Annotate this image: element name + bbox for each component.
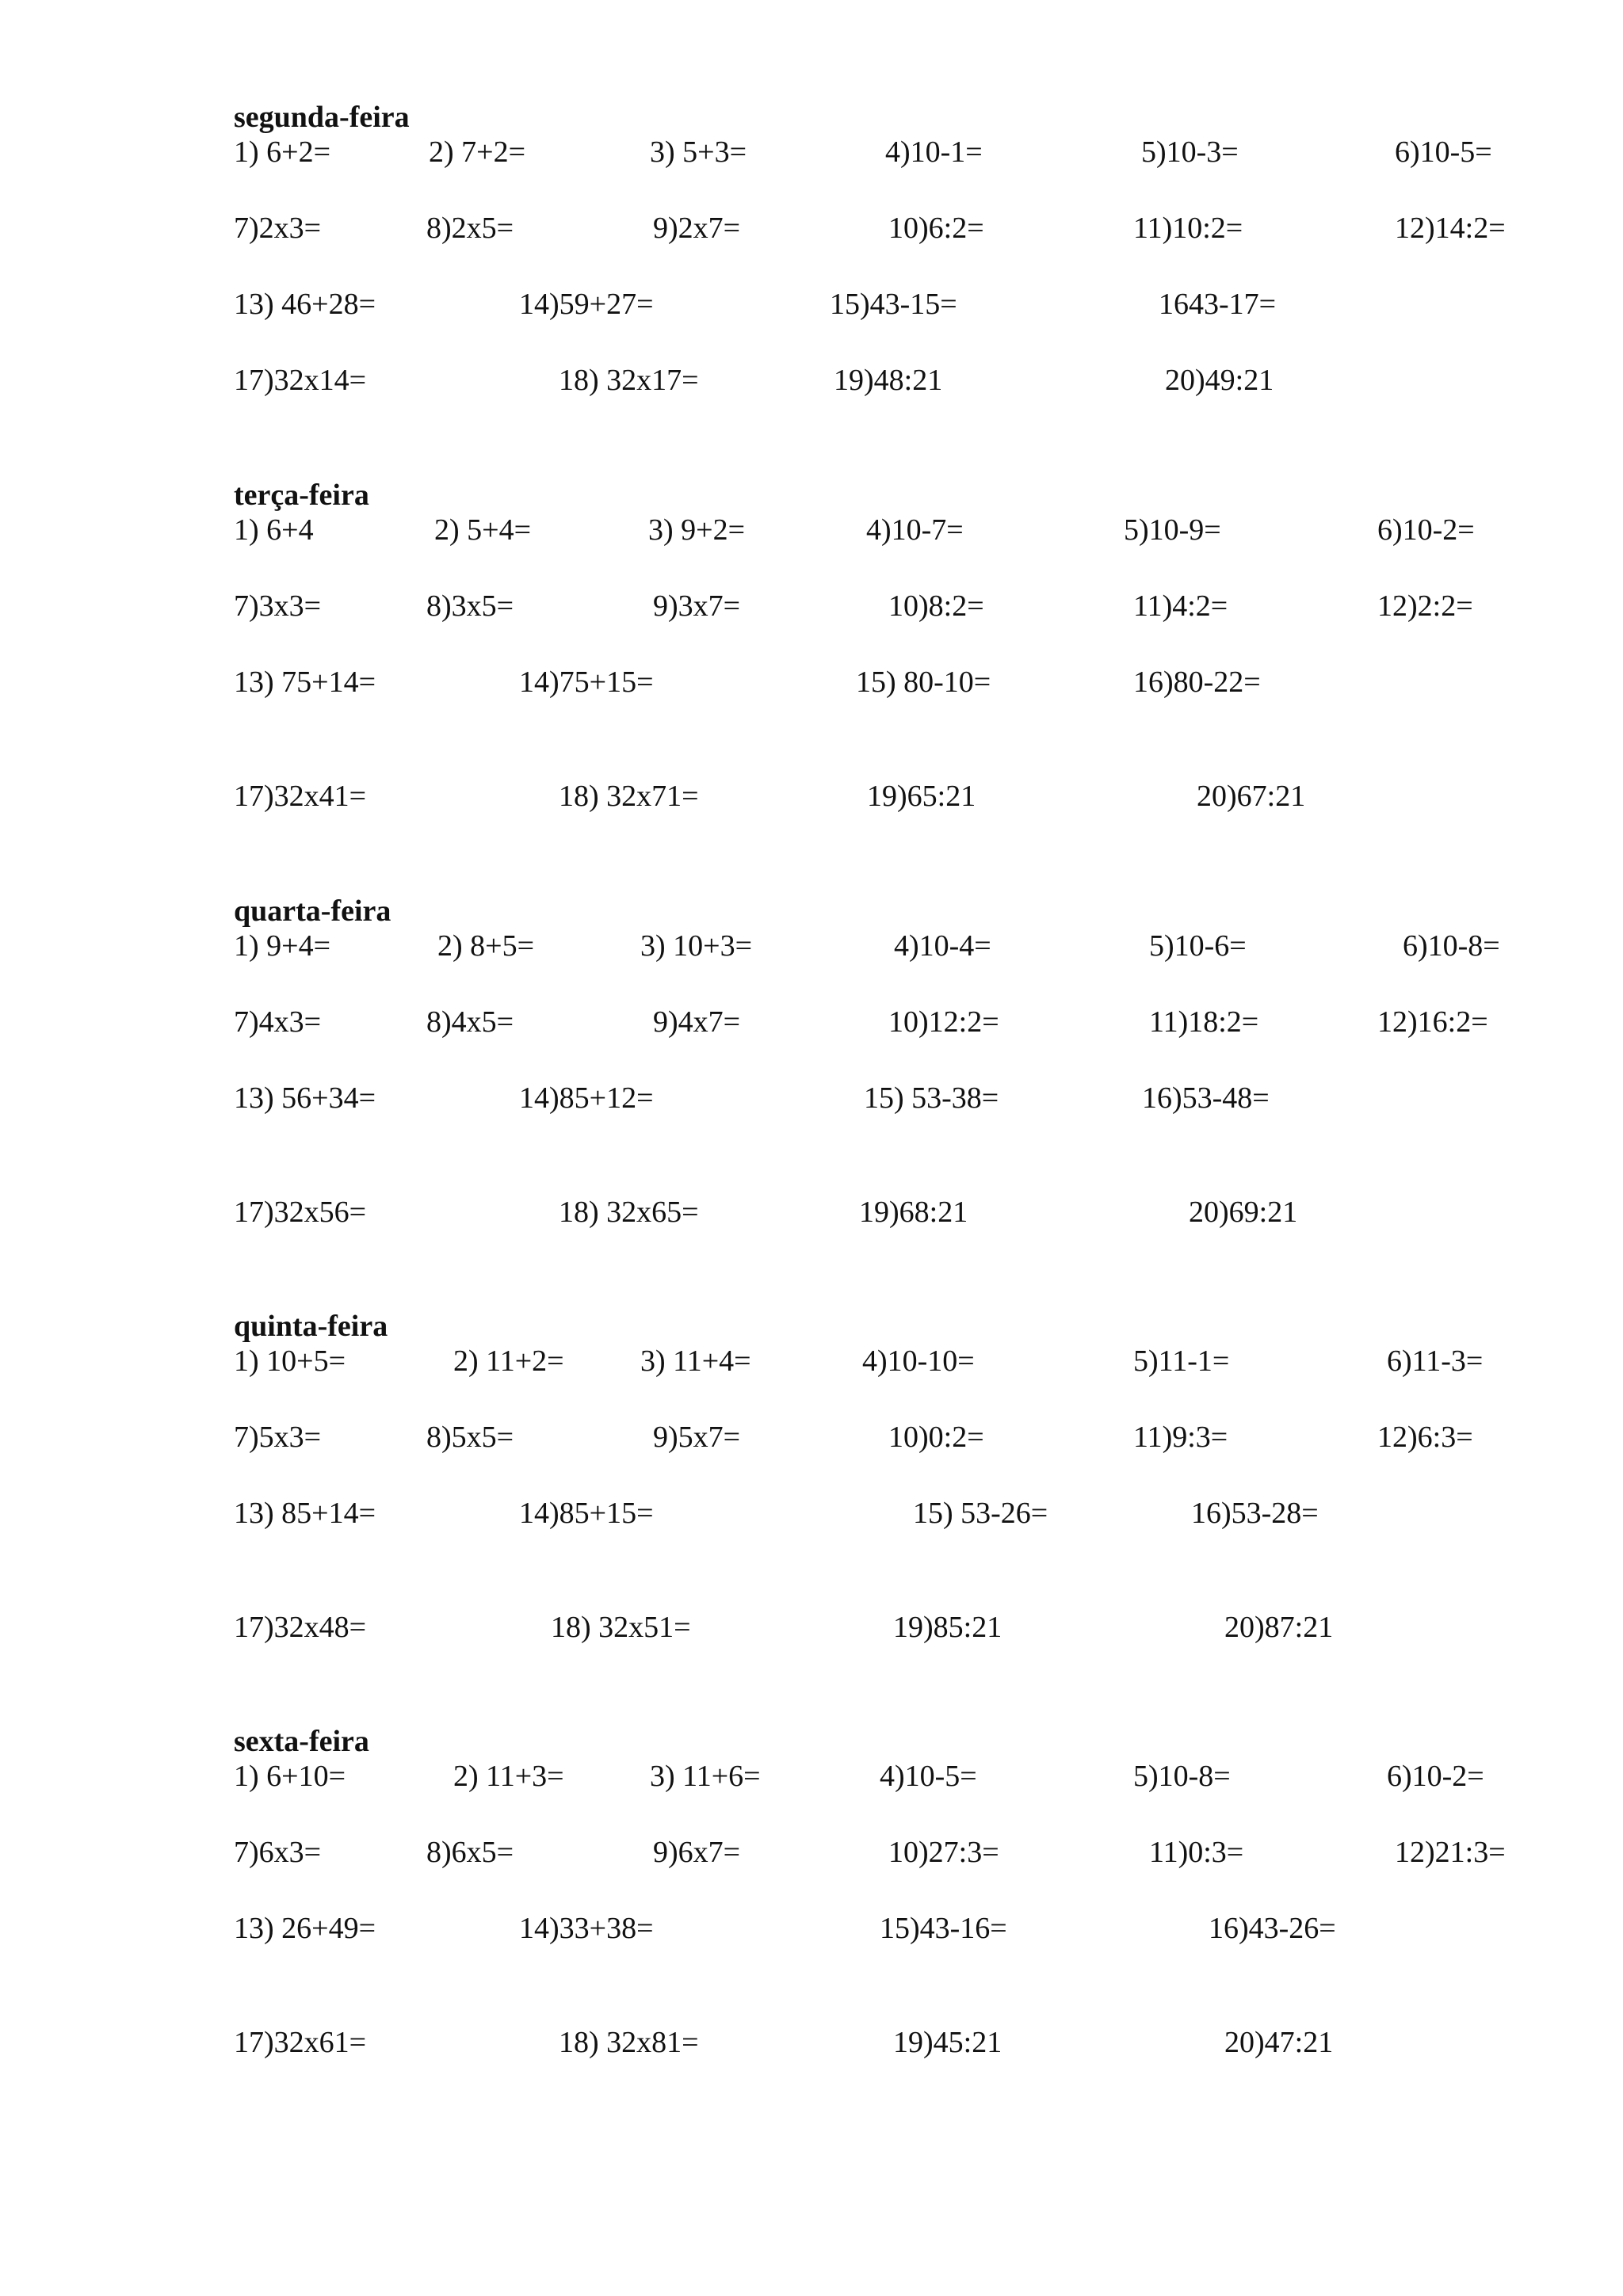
exercise-row xyxy=(0,589,1623,624)
exercise: 8)5x5= xyxy=(426,1421,514,1454)
exercise: 17)32x61= xyxy=(234,2026,367,2059)
exercise: 17)32x41= xyxy=(234,780,367,813)
exercise-row xyxy=(0,1911,1623,1946)
exercise: 7)5x3= xyxy=(234,1421,322,1454)
exercise: 13) 46+28= xyxy=(234,288,376,321)
exercise: 13) 26+49= xyxy=(234,1912,376,1945)
day-section-segunda xyxy=(0,100,1623,496)
exercise: 4)10-5= xyxy=(880,1760,977,1793)
exercise: 9)4x7= xyxy=(653,1005,741,1039)
exercise: 1) 6+4 xyxy=(234,513,314,547)
exercise-row xyxy=(0,1081,1623,1116)
exercise: 18) 32x81= xyxy=(559,2026,699,2059)
exercise: 5)10-9= xyxy=(1124,513,1221,547)
exercise-row xyxy=(0,1835,1623,1870)
exercise: 14)33+38= xyxy=(519,1912,654,1945)
exercise-row xyxy=(0,211,1623,246)
exercise-row xyxy=(0,665,1623,700)
exercise: 16)80-22= xyxy=(1133,666,1261,699)
exercise: 9)5x7= xyxy=(653,1421,741,1454)
exercise: 2) 11+2= xyxy=(453,1344,564,1378)
exercise: 20)49:21 xyxy=(1165,364,1274,397)
exercise: 19)68:21 xyxy=(859,1196,968,1229)
exercise: 20)47:21 xyxy=(1224,2026,1334,2059)
exercise: 8)4x5= xyxy=(426,1005,514,1039)
exercise-row xyxy=(0,2025,1623,2060)
exercise: 15) 53-26= xyxy=(913,1497,1048,1530)
exercise: 3) 9+2= xyxy=(648,513,746,547)
day-section-sexta xyxy=(0,1724,1623,2120)
exercise: 10)12:2= xyxy=(888,1005,999,1039)
day-heading: quarta-feira xyxy=(234,894,391,928)
exercise: 11)10:2= xyxy=(1133,212,1243,245)
exercise: 12)21:3= xyxy=(1395,1836,1506,1869)
exercise: 13) 56+34= xyxy=(234,1081,376,1115)
exercise-row xyxy=(0,1344,1623,1379)
exercise: 12)6:3= xyxy=(1377,1421,1473,1454)
exercise: 17)32x14= xyxy=(234,364,367,397)
exercise: 6)11-3= xyxy=(1387,1344,1484,1378)
exercise: 11)18:2= xyxy=(1149,1005,1259,1039)
exercise: 19)45:21 xyxy=(893,2026,1002,2059)
exercise: 4)10-4= xyxy=(894,929,991,963)
exercise: 7)4x3= xyxy=(234,1005,322,1039)
exercise: 7)2x3= xyxy=(234,212,322,245)
exercise: 15)43-15= xyxy=(830,288,957,321)
exercise: 9)6x7= xyxy=(653,1836,741,1869)
exercise: 11)4:2= xyxy=(1133,589,1228,623)
exercise: 9)2x7= xyxy=(653,212,741,245)
exercise-row xyxy=(0,287,1623,322)
exercise: 7)3x3= xyxy=(234,589,322,623)
exercise: 19)48:21 xyxy=(834,364,943,397)
exercise-row xyxy=(0,779,1623,814)
exercise: 20)69:21 xyxy=(1189,1196,1298,1229)
exercise-row xyxy=(0,1420,1623,1455)
exercise: 16)53-28= xyxy=(1191,1497,1319,1530)
exercise: 10)6:2= xyxy=(888,212,984,245)
exercise: 3) 10+3= xyxy=(640,929,753,963)
exercise: 2) 7+2= xyxy=(429,135,526,169)
exercise: 11)0:3= xyxy=(1149,1836,1244,1869)
exercise: 16)53-48= xyxy=(1142,1081,1270,1115)
exercise: 1) 6+2= xyxy=(234,135,331,169)
exercise: 2) 8+5= xyxy=(437,929,535,963)
exercise: 20)67:21 xyxy=(1197,780,1306,813)
day-heading: terça-feira xyxy=(234,479,369,512)
exercise-row xyxy=(0,1610,1623,1645)
exercise: 15) 80-10= xyxy=(856,666,991,699)
day-section-terca xyxy=(0,478,1623,874)
exercise-row xyxy=(0,135,1623,170)
exercise-row xyxy=(0,1759,1623,1794)
exercise-row xyxy=(0,1496,1623,1531)
day-heading: segunda-feira xyxy=(234,101,410,134)
exercise: 1) 9+4= xyxy=(234,929,331,963)
exercise: 1) 10+5= xyxy=(234,1344,346,1378)
exercise: 1) 6+10= xyxy=(234,1760,346,1793)
exercise: 2) 11+3= xyxy=(453,1760,564,1793)
exercise: 14)75+15= xyxy=(519,666,654,699)
exercise: 18) 32x51= xyxy=(551,1611,691,1644)
exercise: 6)10-8= xyxy=(1403,929,1500,963)
exercise: 13) 75+14= xyxy=(234,666,376,699)
exercise: 1643-17= xyxy=(1159,288,1277,321)
exercise: 5)10-8= xyxy=(1133,1760,1231,1793)
day-heading: quinta-feira xyxy=(234,1310,388,1343)
exercise: 8)2x5= xyxy=(426,212,514,245)
exercise: 12)2:2= xyxy=(1377,589,1473,623)
exercise-row xyxy=(0,363,1623,398)
exercise: 15) 53-38= xyxy=(864,1081,999,1115)
exercise: 5)11-1= xyxy=(1133,1344,1230,1378)
exercise: 4)10-10= xyxy=(862,1344,975,1378)
exercise: 8)6x5= xyxy=(426,1836,514,1869)
exercise: 4)10-1= xyxy=(885,135,983,169)
exercise: 10)27:3= xyxy=(888,1836,999,1869)
exercise: 15)43-16= xyxy=(880,1912,1007,1945)
exercise: 19)85:21 xyxy=(893,1611,1002,1644)
day-heading: sexta-feira xyxy=(234,1725,369,1758)
exercise: 5)10-6= xyxy=(1149,929,1247,963)
exercise: 3) 5+3= xyxy=(650,135,747,169)
exercise: 7)6x3= xyxy=(234,1836,322,1869)
exercise: 18) 32x17= xyxy=(559,364,699,397)
exercise: 4)10-7= xyxy=(866,513,964,547)
exercise: 3) 11+4= xyxy=(640,1344,751,1378)
exercise: 6)10-2= xyxy=(1387,1760,1484,1793)
exercise: 13) 85+14= xyxy=(234,1497,376,1530)
exercise: 6)10-5= xyxy=(1395,135,1492,169)
exercise-row xyxy=(0,1005,1623,1039)
day-section-quinta xyxy=(0,1309,1623,1705)
exercise: 18) 32x71= xyxy=(559,780,699,813)
exercise-row xyxy=(0,929,1623,963)
exercise-row xyxy=(0,513,1623,547)
exercise: 9)3x7= xyxy=(653,589,741,623)
exercise: 6)10-2= xyxy=(1377,513,1475,547)
exercise: 18) 32x65= xyxy=(559,1196,699,1229)
exercise-row xyxy=(0,1195,1623,1230)
exercise: 10)0:2= xyxy=(888,1421,984,1454)
exercise: 12)14:2= xyxy=(1395,212,1506,245)
exercise: 14)59+27= xyxy=(519,288,654,321)
exercise: 8)3x5= xyxy=(426,589,514,623)
exercise: 19)65:21 xyxy=(867,780,976,813)
exercise: 10)8:2= xyxy=(888,589,984,623)
exercise: 11)9:3= xyxy=(1133,1421,1228,1454)
day-section-quarta xyxy=(0,894,1623,1290)
exercise: 12)16:2= xyxy=(1377,1005,1488,1039)
exercise: 14)85+12= xyxy=(519,1081,654,1115)
exercise: 3) 11+6= xyxy=(650,1760,761,1793)
exercise: 16)43-26= xyxy=(1209,1912,1336,1945)
exercise: 5)10-3= xyxy=(1141,135,1239,169)
exercise: 17)32x56= xyxy=(234,1196,367,1229)
exercise: 17)32x48= xyxy=(234,1611,367,1644)
exercise: 20)87:21 xyxy=(1224,1611,1334,1644)
exercise: 14)85+15= xyxy=(519,1497,654,1530)
exercise: 2) 5+4= xyxy=(434,513,532,547)
